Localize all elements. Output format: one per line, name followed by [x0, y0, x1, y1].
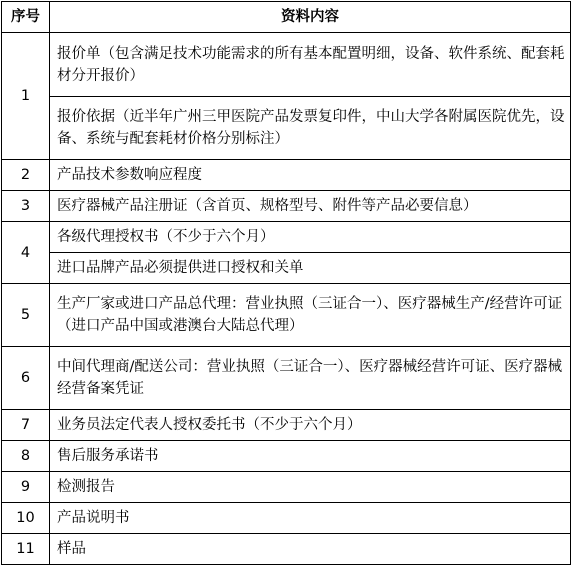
table-row — [2, 253, 571, 284]
requirements-table — [1, 1, 571, 565]
table-row — [2, 347, 571, 410]
row-number: 7 — [2, 410, 50, 441]
table-row — [2, 503, 571, 534]
row-number: 2 — [2, 160, 50, 191]
row-content: 产品技术参数响应程度 — [50, 160, 571, 191]
row-number: 9 — [2, 472, 50, 503]
row-content: 产品说明书 — [50, 503, 571, 534]
row-number: 3 — [2, 191, 50, 222]
table-header-row — [2, 2, 571, 33]
header-num: 序号 — [2, 2, 50, 33]
row-content: 生产厂家或进口产品总代理：营业执照（三证合一）、医疗器械生产/经营许可证（进口产品中国或港澳台大陆总代理） — [50, 284, 571, 347]
row-content: 售后服务承诺书 — [50, 441, 571, 472]
row-content: 进口品牌产品必须提供进口授权和关单 — [50, 253, 571, 284]
table-row — [2, 472, 571, 503]
row-number: 8 — [2, 441, 50, 472]
row-content: 各级代理授权书（不少于六个月） — [50, 222, 571, 253]
row-number: 4 — [2, 222, 50, 284]
table-row — [2, 534, 571, 565]
table-row — [2, 191, 571, 222]
header-content: 资料内容 — [50, 2, 571, 33]
row-content: 中间代理商/配送公司：营业执照（三证合一）、医疗器械经营许可证、医疗器械经营备案凭证 — [50, 347, 571, 410]
row-content: 样品 — [50, 534, 571, 565]
row-number: 1 — [2, 33, 50, 160]
row-number: 10 — [2, 503, 50, 534]
row-number: 11 — [2, 534, 50, 565]
table-row — [2, 284, 571, 347]
row-content: 报价单（包含满足技术功能需求的所有基本配置明细，设备、软件系统、配套耗材分开报价） — [50, 33, 571, 97]
table-row — [2, 97, 571, 160]
row-content: 报价依据（近半年广州三甲医院产品发票复印件，中山大学各附属医院优先，设备、系统与配套耗材价格分别标注） — [50, 97, 571, 160]
table-row — [2, 33, 571, 97]
row-content: 业务员法定代表人授权委托书（不少于六个月） — [50, 410, 571, 441]
table-row — [2, 222, 571, 253]
table-row — [2, 441, 571, 472]
row-content: 检测报告 — [50, 472, 571, 503]
row-number: 5 — [2, 284, 50, 347]
row-number: 6 — [2, 347, 50, 410]
row-content: 医疗器械产品注册证（含首页、规格型号、附件等产品必要信息） — [50, 191, 571, 222]
table-row — [2, 410, 571, 441]
table-row — [2, 160, 571, 191]
